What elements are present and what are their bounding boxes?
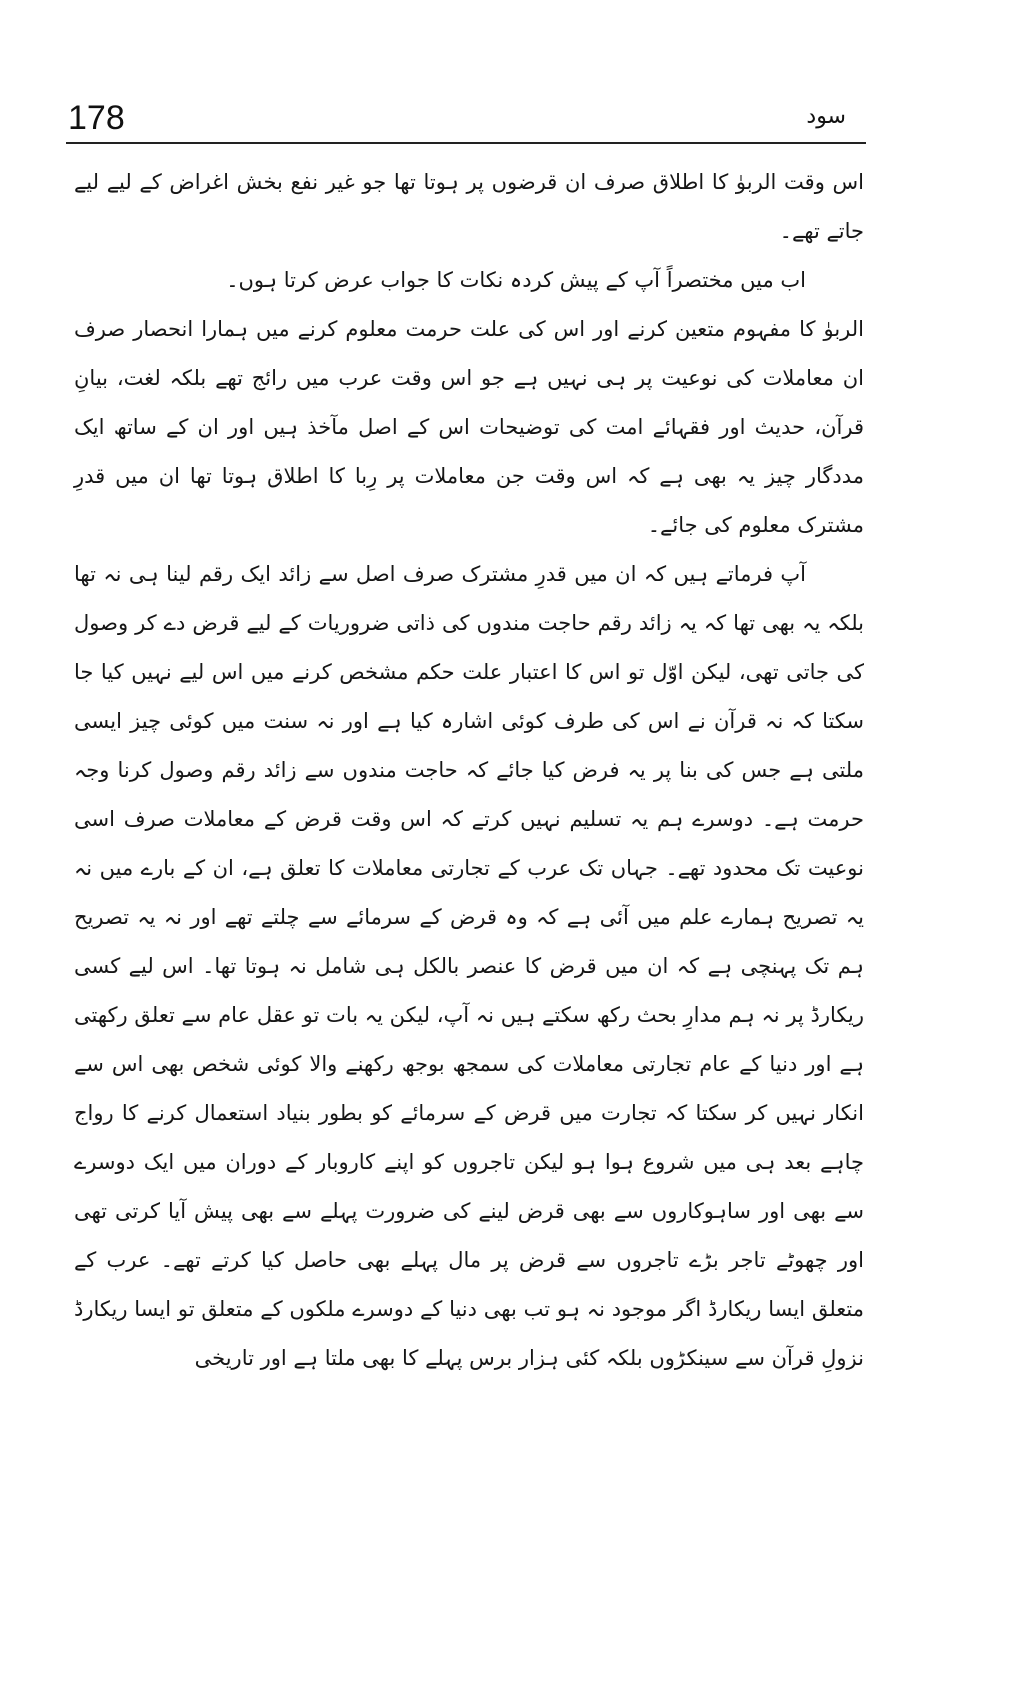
paragraph-3: الربوٰ کا مفہوم متعین کرنے اور اس کی علت حرمت معلوم کرنے میں ہمارا انحصار صرف ان معاملات کی نوعیت پر ہی نہیں ہے جو اس وقت عرب میں رائج تھے بلکہ لغت، بیانِ قرآن، حدیث اور فقہائے امت کی توضیحات اس کے اصل مآخذ ہیں اور ان کے ساتھ ایک مددگار چیز یہ بھی ہے کہ اس وقت جن معاملات پر رِبا کا اطلاق ہوتا تھا ان میں قدرِ مشترک معلوم کی جائے۔ [74,317,864,537]
running-title: سود [806,104,846,129]
paragraph-4: آپ فرماتے ہیں کہ ان میں قدرِ مشترک صرف اصل سے زائد ایک رقم لینا ہی نہ تھا بلکہ یہ بھی تھا کہ یہ زائد رقم حاجت مندوں کی ذاتی ضروریات کے لیے قرض دے کر وصول کی جاتی تھی، لیکن اوّل تو اس کا اعتبار علت حکم مشخص کرنے میں اس لیے نہیں کیا جا سکتا کہ نہ قرآن نے اس کی طرف کوئی اشارہ کیا ہے اور نہ سنت میں کوئی چیز ایسی ملتی ہے جس کی بنا پر یہ فرض کیا جائے کہ حاجت مندوں سے زائد رقم وصول کرنا وجہ حرمت ہے۔ دوسرے ہم یہ تسلیم نہیں کرتے کہ اس وقت قرض کے معاملات صرف اسی نوعیت تک محدود تھے۔ جہاں تک عرب کے تجارتی معاملات کا تعلق ہے، ان کے بارے میں نہ یہ تصریح ہمارے علم میں آئی ہے کہ وہ قرض کے سرمائے سے چلتے تھے اور نہ یہ تصریح ہم تک پہنچی ہے کہ ان میں قرض کا عنصر بالکل ہی شامل نہ ہوتا تھا۔ اس لیے کسی ریکارڈ پر نہ ہم مدارِ بحث رکھ سکتے ہیں نہ آپ، لیکن یہ بات تو عقل عام سے تعلق رکھتی ہے اور دنیا کے عام تجارتی معاملات کی سمجھ بوجھ رکھنے والا کوئی شخص بھی اس سے انکار نہیں کر سکتا کہ تجارت میں قرض کے سرمائے کو بطور بنیاد استعمال کرنے کا رواج چاہے بعد ہی میں شروع ہوا ہو لیکن تاجروں کو اپنے کاروبار کے دوران میں ایک دوسرے سے بھی اور ساہوکاروں سے بھی قرض لینے کی ضرورت پہلے سے بھی پیش آیا کرتی تھی اور چھوٹے تاجر بڑے تاجروں سے قرض پر مال پہلے بھی حاصل کیا کرتے تھے۔ عرب کے متعلق ایسا ریکارڈ اگر موجود نہ ہو تب بھی دنیا کے دوسرے ملکوں کے متعلق تو ایسا ریکارڈ نزولِ قرآن سے سینکڑوں بلکہ کئی ہزار برس پہلے کا بھی ملتا ہے اور تاریخی [74,562,864,1370]
body-text [74,158,864,1383]
page-number: 178 [68,99,125,137]
paragraph-1: اس وقت الربوٰ کا اطلاق صرف ان قرضوں پر ہوتا تھا جو غیر نفع بخش اغراض کے لیے لیے جاتے تھے۔ [74,170,864,243]
paragraph-2: اب میں مختصراً آپ کے پیش کردہ نکات کا جواب عرض کرتا ہوں۔ [226,268,806,292]
header-rule [66,142,866,144]
